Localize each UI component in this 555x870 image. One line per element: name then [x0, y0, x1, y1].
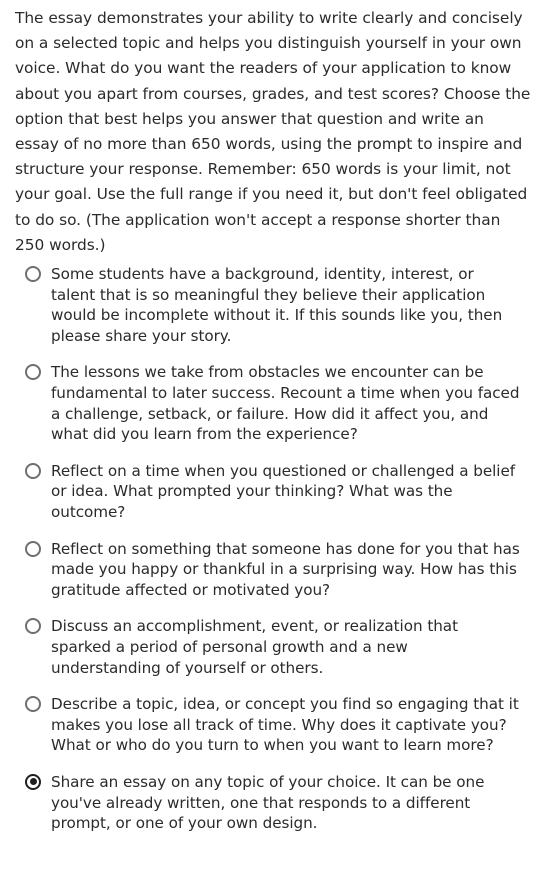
- radio-unchecked-icon[interactable]: [25, 696, 41, 712]
- prompt-option-4[interactable]: [15, 539, 531, 601]
- prompt-option-5[interactable]: [15, 616, 531, 678]
- radio-unchecked-icon[interactable]: [25, 541, 41, 557]
- prompt-option-label: Reflect on a time when you questioned or challenged a belief or idea. What prompted your thinking? What was the outcome?: [51, 461, 516, 521]
- prompt-option-label: Some students have a background, identity, interest, or talent that is so meaningful they believe their application would be incomplete without it. If this sounds like you, then please share your story.: [51, 265, 503, 345]
- prompt-option-7[interactable]: [15, 772, 531, 834]
- prompt-options-radio-group: [15, 264, 531, 834]
- radio-unchecked-icon[interactable]: [25, 618, 41, 634]
- prompt-option-label: Describe a topic, idea, or concept you find so engaging that it makes you lose all track of time. Why does it captivate you? What or who do you turn to when you want to learn more?: [51, 695, 519, 755]
- radio-unchecked-icon[interactable]: [25, 266, 41, 282]
- prompt-option-2[interactable]: [15, 362, 531, 444]
- radio-checked-icon[interactable]: [25, 774, 41, 790]
- prompt-option-label: Reflect on something that someone has done for you that has made you happy or thankful in a surprising way. How has this gratitude affected or motivated you?: [51, 539, 520, 599]
- prompt-option-1[interactable]: [15, 264, 531, 346]
- prompt-option-label: Discuss an accomplishment, event, or realization that sparked a period of personal growth and a new understanding of yourself or others.: [51, 617, 458, 677]
- prompt-option-6[interactable]: [15, 694, 531, 756]
- prompt-option-3[interactable]: [15, 461, 531, 523]
- radio-unchecked-icon[interactable]: [25, 463, 41, 479]
- radio-unchecked-icon[interactable]: [25, 364, 41, 380]
- essay-instructions: The essay demonstrates your ability to write clearly and concisely on a selected topic and helps you distinguish yourself in your own voice. What do you want the readers of your application to know about you apart from courses, grades, and test scores? Choose the option that best helps you answer that question and write an essay of no more than 650 words, using the prompt to inspire and structure your response. Remember: 650 words is your limit, not your goal. Use the full range if you need it, but don't feel obligated to do so. (The application won't accept a response shorter than 250 words.): [15, 9, 531, 254]
- prompt-option-label: The lessons we take from obstacles we encounter can be fundamental to later success. Recount a time when you faced a challenge, setback, or failure. How did it affect you, and what did you learn from the experience?: [51, 363, 520, 444]
- prompt-option-label: Share an essay on any topic of your choice. It can be one you've already written, one that responds to a different prompt, or one of your own design.: [51, 772, 485, 833]
